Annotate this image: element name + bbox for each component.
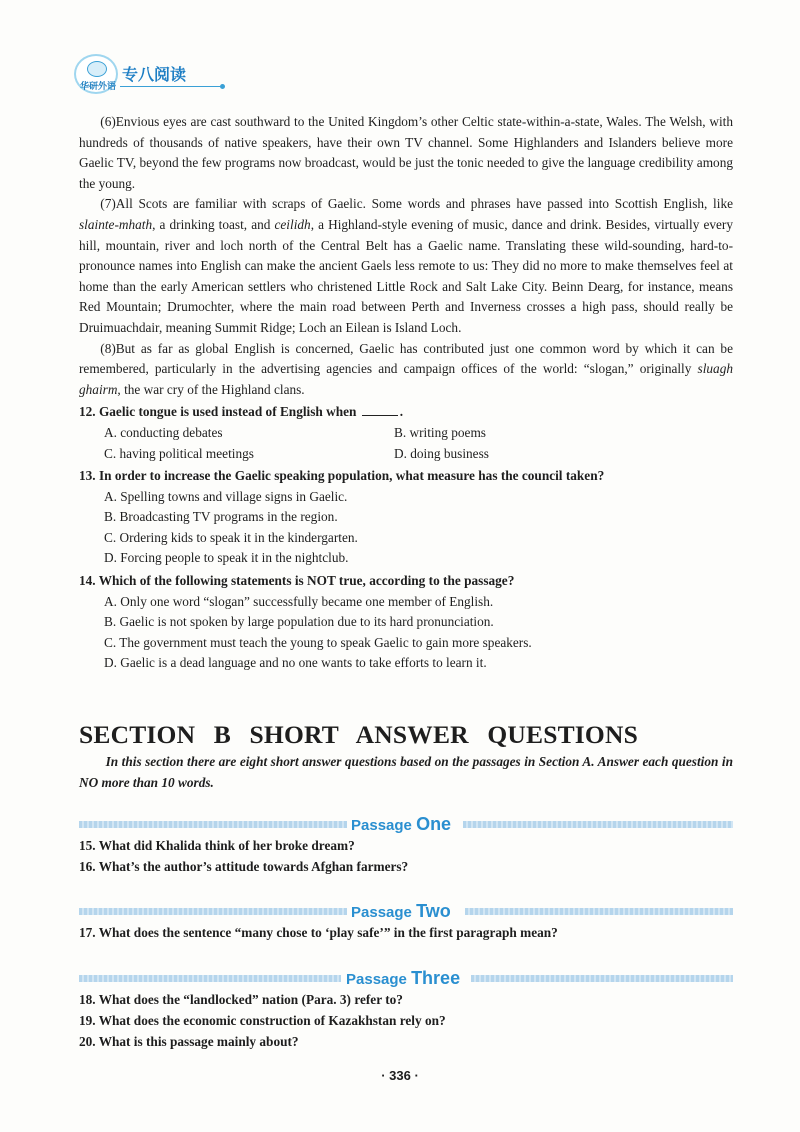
- short-question-15: 15. What did Khalida think of her broke dream?: [79, 838, 355, 853]
- answer-blank: [362, 404, 398, 416]
- paragraph-7: (7)All Scots are familiar with scraps of Gaelic. Some words and phrases have passed into Scottish English, like slainte-mhath, a drinking toast, and ceilidh, a Highland-style evening of music, dance and drink. Besides, virtually every hill, mountain, river and loch north of the Central Belt has a Gaelic name. Translating these wild-sounding, hard-to-pronounce names into English can make the ancient Gaels less remote to us: They did no more to make themselves feel at home than the early American settlers who christened Little Rock and Salt Lake City. Beinn Dearg, for instance, means Red Mountain; Drumochter, where the main road between Perth and Inverness crosses a high pass, should really be Druimuachdair, meaning Summit Ridge; Loch an Eilean is Island Loch.: [79, 196, 734, 335]
- band-bar-right: [471, 975, 733, 982]
- passage-label: Passage Two: [351, 901, 451, 921]
- passage-two-header: [79, 901, 733, 921]
- band-bar-left: [79, 821, 347, 828]
- option-a: A. Spelling towns and village signs in Gaelic.: [104, 488, 348, 504]
- short-question-20: 20. What is this passage mainly about?: [79, 1034, 299, 1049]
- header-rule-dot: [220, 84, 225, 89]
- passage-label: Passage One: [351, 814, 452, 834]
- section-b-instructions: In this section there are eight short answer questions based on the passages in Section A. Answer each question in NO more than 10 words.: [79, 754, 733, 790]
- passage-content: [79, 112, 733, 674]
- band-bar-right: [463, 821, 733, 828]
- frog-mascot-icon: [74, 54, 118, 94]
- band-bar-left: [79, 975, 341, 982]
- logo-brand: 华研外语: [79, 81, 116, 91]
- short-question-19: 19. What does the economic construction of Kazakhstan rely on?: [79, 1013, 446, 1028]
- short-question-17: 17. What does the sentence “many chose to ‘play safe’” in the first paragraph mean?: [79, 925, 558, 940]
- page-number: · 336 ·: [381, 1068, 419, 1083]
- option-a: A. Only one word “slogan” successfully became one member of English.: [104, 593, 494, 609]
- band-bar-left: [79, 908, 347, 915]
- passage-label: Passage Three: [346, 968, 461, 988]
- passage-one-header: [79, 814, 733, 834]
- header-rule: [120, 86, 220, 87]
- short-question-16: 16. What’s the author’s attitude towards Afghan farmers?: [79, 859, 409, 874]
- paragraph-6: (6)Envious eyes are cast southward to the United Kingdom’s other Celtic state-within-a-state, Wales. The Welsh, with hundreds of thousands of native speakers, have their own TV channel. Some Highlanders and Islanders believe more Gaelic TV, beyond the few programs now broadcast, would be just the tonic needed to give the language credibility among the young.: [79, 114, 733, 191]
- question-12: 12. Gaelic tongue is used instead of English when .: [79, 404, 404, 420]
- question-13: 13. In order to increase the Gaelic speaking population, what measure has the council taken?: [79, 468, 605, 484]
- term-ceilidh: ceilidh: [274, 216, 311, 232]
- option-b: B. writing poems: [394, 424, 486, 440]
- header-title: 专八阅读: [122, 65, 187, 84]
- short-question-18: 18. What does the “landlocked” nation (Para. 3) refer to?: [79, 992, 403, 1007]
- option-d: D. doing business: [394, 445, 489, 461]
- question-14: 14. Which of the following statements is NOT true, according to the passage?: [79, 573, 515, 589]
- options-row: [104, 423, 733, 444]
- option-d: D. Forcing people to speak it in the nightclub.: [104, 550, 349, 566]
- option-b: B. Broadcasting TV programs in the region.: [104, 509, 338, 525]
- option-a: A. conducting debates: [104, 424, 223, 440]
- option-c: C. Ordering kids to speak it in the kindergarten.: [104, 529, 358, 545]
- term-slainte-mhath: slainte-mhath: [79, 216, 153, 232]
- options-row: [104, 444, 733, 465]
- option-c: C. The government must teach the young to speak Gaelic to gain more speakers.: [104, 634, 532, 650]
- section-b-title: SECTION B SHORT ANSWER QUESTIONS: [79, 720, 638, 749]
- option-b: B. Gaelic is not spoken by large population due to its hard pronunciation.: [104, 614, 494, 630]
- header-logo: [74, 54, 224, 94]
- paragraph-8: (8)But as far as global English is concerned, Gaelic has contributed just one common word by which it can be remembered, particularly in the advertising agencies and campaign offices of the world: “slogan,” originally sluagh ghairm, the war cry of the Highland clans.: [79, 340, 733, 397]
- band-bar-right: [465, 908, 733, 915]
- option-d: D. Gaelic is a dead language and no one wants to take efforts to learn it.: [104, 655, 487, 671]
- term-sluagh-ghairm: sluagh ghairm: [79, 361, 733, 397]
- passage-three-header: [79, 968, 733, 988]
- option-c: C. having political meetings: [104, 445, 254, 461]
